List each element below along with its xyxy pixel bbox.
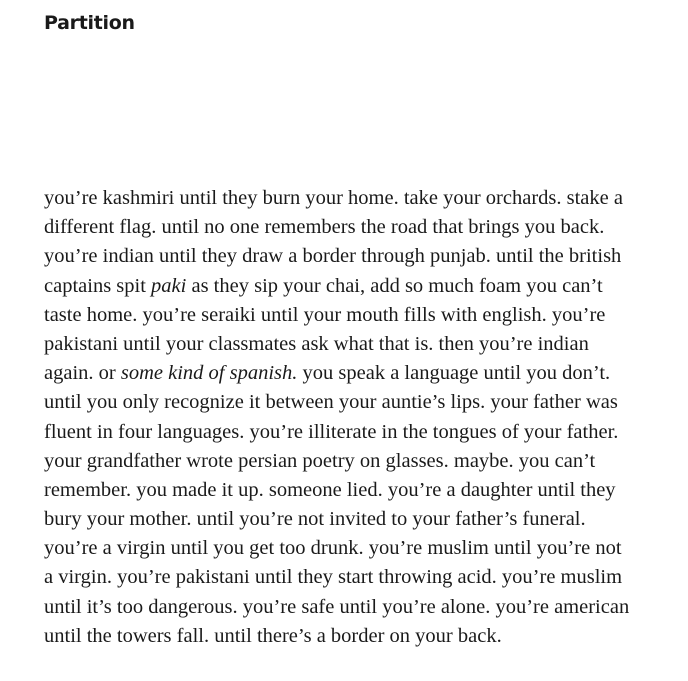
- poem-line: [44, 272, 664, 301]
- poem-text: pakistani until your classmates ask what that is. then you’re indian: [44, 332, 589, 355]
- poem-text: your grandfather wrote persian poetry on glasses. maybe. you can’t: [44, 449, 596, 472]
- poem-line: [44, 563, 664, 592]
- poem-line: [44, 418, 664, 447]
- poem-line: [44, 242, 664, 271]
- poem-text: you’re indian until they draw a border through punjab. until the british: [44, 245, 622, 268]
- poem-line: [44, 330, 664, 359]
- poem-italic-text: some kind of spanish.: [120, 362, 298, 385]
- poem-line: [44, 622, 664, 651]
- poem-text: different flag. until no one remembers the road that brings you back.: [44, 216, 605, 239]
- poem-text: you speak a language until you don’t.: [297, 362, 611, 385]
- poem-text: remember. you made it up. someone lied. you’re a daughter until they: [44, 478, 616, 501]
- poem-text: you’re kashmiri until they burn your home. take your orchards. stake a: [44, 187, 623, 209]
- poem-text: a virgin. you’re pakistani until they start throwing acid. you’re muslim: [44, 566, 623, 589]
- poem-text: as they sip your chai, add so much foam you can’t: [186, 274, 603, 297]
- poem-line: [44, 505, 664, 534]
- poem-line: [44, 184, 664, 213]
- poem-text: until it’s too dangerous. you’re safe until you’re alone. you’re american: [44, 595, 630, 618]
- poem-line: [44, 301, 664, 330]
- poem-text: you’re a virgin until you get too drunk. you’re muslim until you’re not: [44, 537, 622, 560]
- poem-text: again. or: [44, 362, 121, 385]
- poem-line: [44, 213, 664, 242]
- poem-text: captains spit: [44, 274, 152, 297]
- poem-line: [44, 447, 664, 476]
- poem-text: taste home. you’re seraiki until your mouth fills with english. you’re: [44, 303, 606, 326]
- poem-body: [44, 184, 664, 651]
- poem-text: until you only recognize it between your auntie’s lips. your father was: [44, 391, 618, 414]
- poem-line: [44, 534, 664, 563]
- poem-title: Partition: [44, 12, 135, 34]
- poem-italic-text: paki: [151, 274, 187, 297]
- poem-text: bury your mother. until you’re not invited to your father’s funeral.: [44, 508, 586, 531]
- poem-line: [44, 359, 664, 388]
- poem-text: until the towers fall. until there’s a border on your back.: [44, 624, 502, 647]
- poem-line: [44, 388, 664, 417]
- poem-text: fluent in four languages. you’re illiterate in the tongues of your father.: [44, 420, 619, 443]
- poem-line: [44, 476, 664, 505]
- poem-line: [44, 593, 664, 622]
